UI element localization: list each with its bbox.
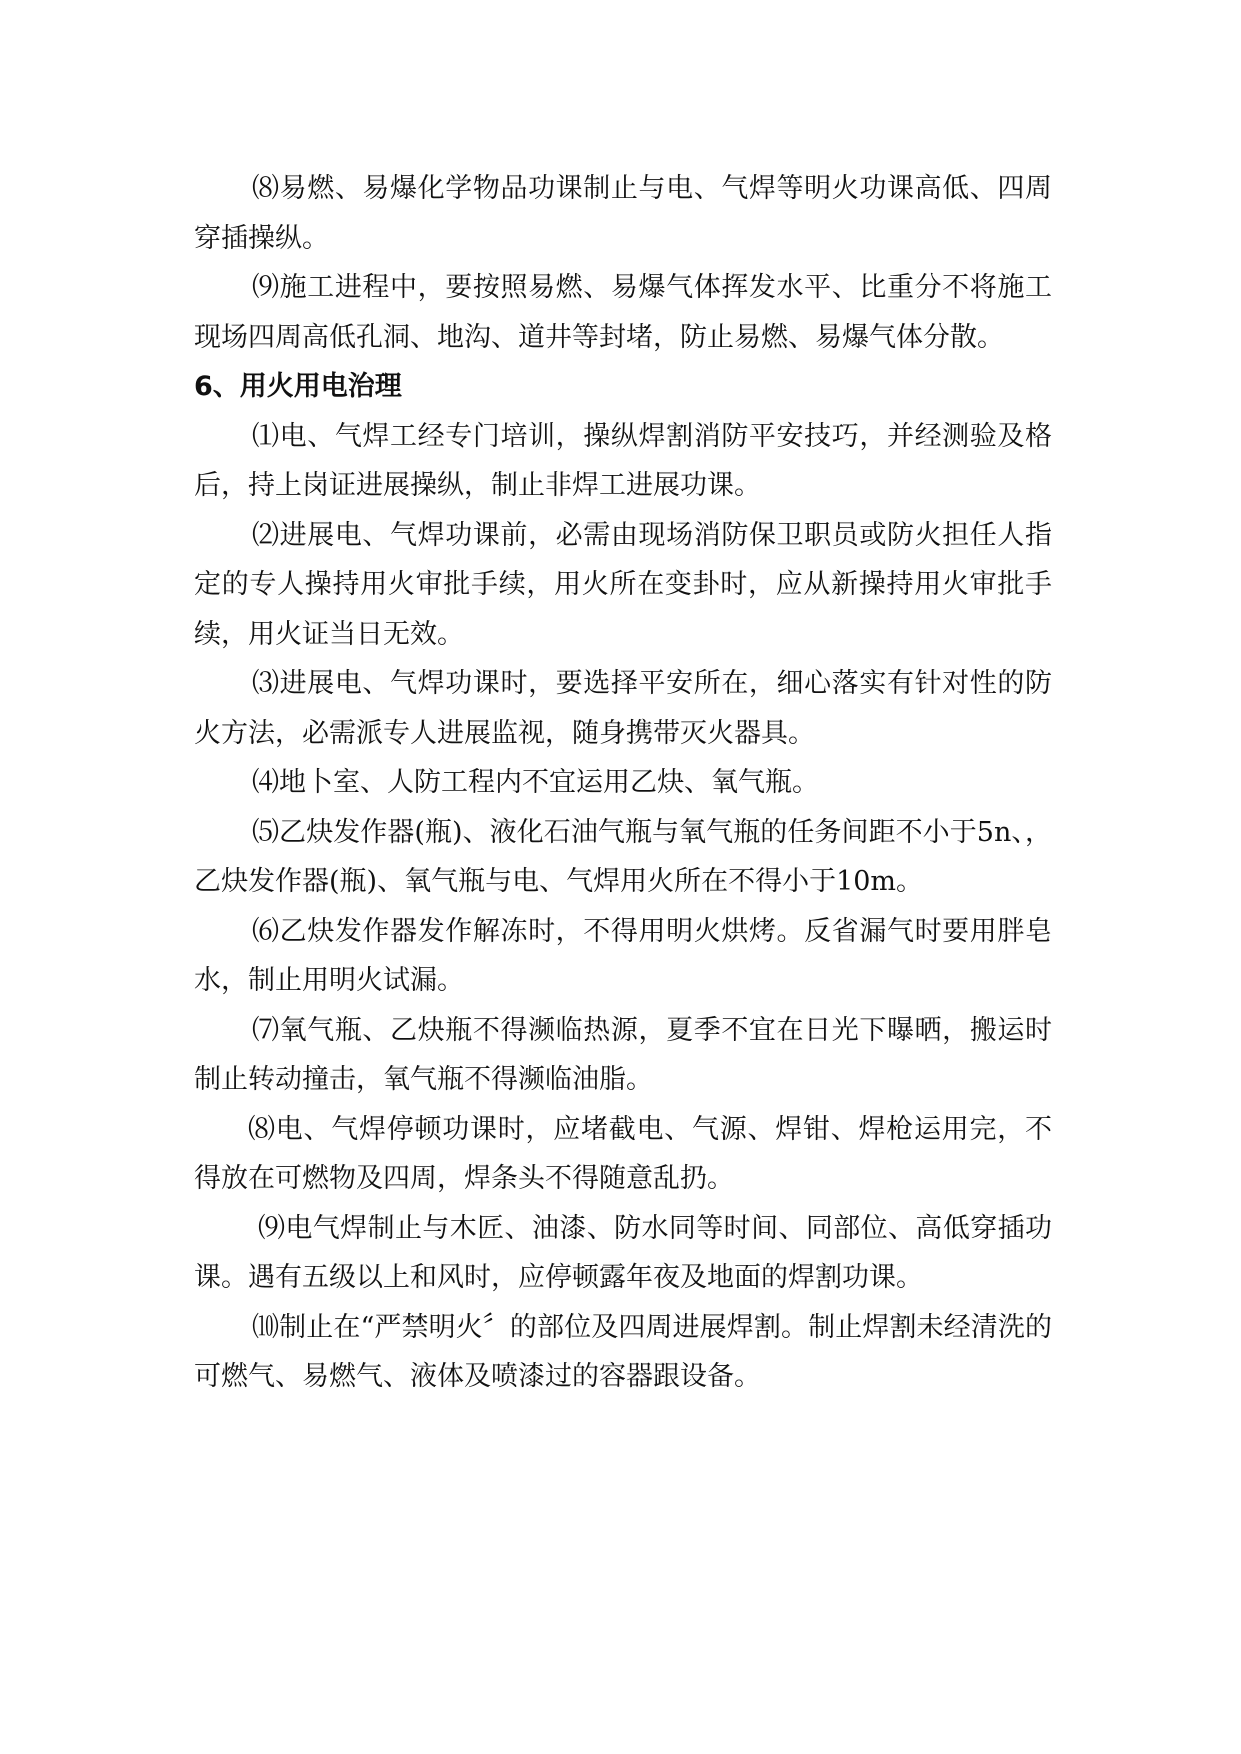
- paragraph-7-storage: ⑺氧气瓶、乙炔瓶不得濒临热源，夏季不宜在日光下曝晒，搬运时制止转动撞击，氧气瓶不得濒临油脂。: [194, 1014, 1052, 1095]
- paragraph-5-spacing: ⑸乙炔发作器(瓶)、液化石油气瓶与氧气瓶的任务间距不小于5n、，乙炔发作器(瓶)、氧气瓶与电、气焊用火所在不得小于10m。: [194, 816, 1052, 897]
- paragraph-10-prohibited: ⑽制止在“严禁明火〞的部位及四周进展焊割。制止焊割未经清洗的可燃气、易燃气、液体及喷漆过的容器跟设备。: [194, 1311, 1052, 1392]
- paragraph-8-stopping: ⑻电、气焊停顿功课时，应堵截电、气源、焊钳、焊枪运用完，不得放在可燃物及四周，焊条头不得随意乱扔。: [194, 1113, 1052, 1194]
- document-body: [194, 164, 1052, 1402]
- paragraph-3-safety: ⑶进展电、气焊功课时，要选择平安所在，细心落实有针对性的防火方法，必需派专人进展监视，随身携带灭火器具。: [194, 668, 1052, 749]
- paragraph-9-crossing: ⑼电气焊制止与木匠、油漆、防水同等时间、同部位、高低穿插功课。遇有五级以上和风时，应停顿露年夜及地面的焊割功课。: [194, 1212, 1052, 1293]
- paragraph-2-permit: ⑵进展电、气焊功课前，必需由现场消防保卫职员或防火担任人指定的专人操持用火审批手续，用火所在变卦时，应从新操持用火审批手续，用火证当日无效。: [194, 519, 1052, 650]
- section-heading: 6、用火用电治理: [194, 371, 402, 402]
- paragraph-4-basement: ⑷地卜室、人防工程内不宜运用乙炔、氧气瓶。: [252, 767, 819, 798]
- paragraph-9-sealing: ⑼施工进程中，要按照易燃、易爆气体挥发水平、比重分不将施工现场四周高低孔洞、地沟、道井等封堵，防止易燃、易爆气体分散。: [194, 272, 1052, 353]
- paragraph-1-training: ⑴电、气焊工经专门培训，操纵焊割消防平安技巧，并经测验及格后，持上岗证进展操纵，制止非焊工进展功课。: [194, 420, 1052, 501]
- paragraph-8-chemicals: ⑻易燃、易爆化学物品功课制止与电、气焊等明火功课高低、四周穿插操纵。: [194, 173, 1052, 254]
- paragraph-6-thawing: ⑹乙炔发作器发作解冻时，不得用明火烘烤。反省漏气时要用胖皂水，制止用明火试漏。: [194, 915, 1052, 996]
